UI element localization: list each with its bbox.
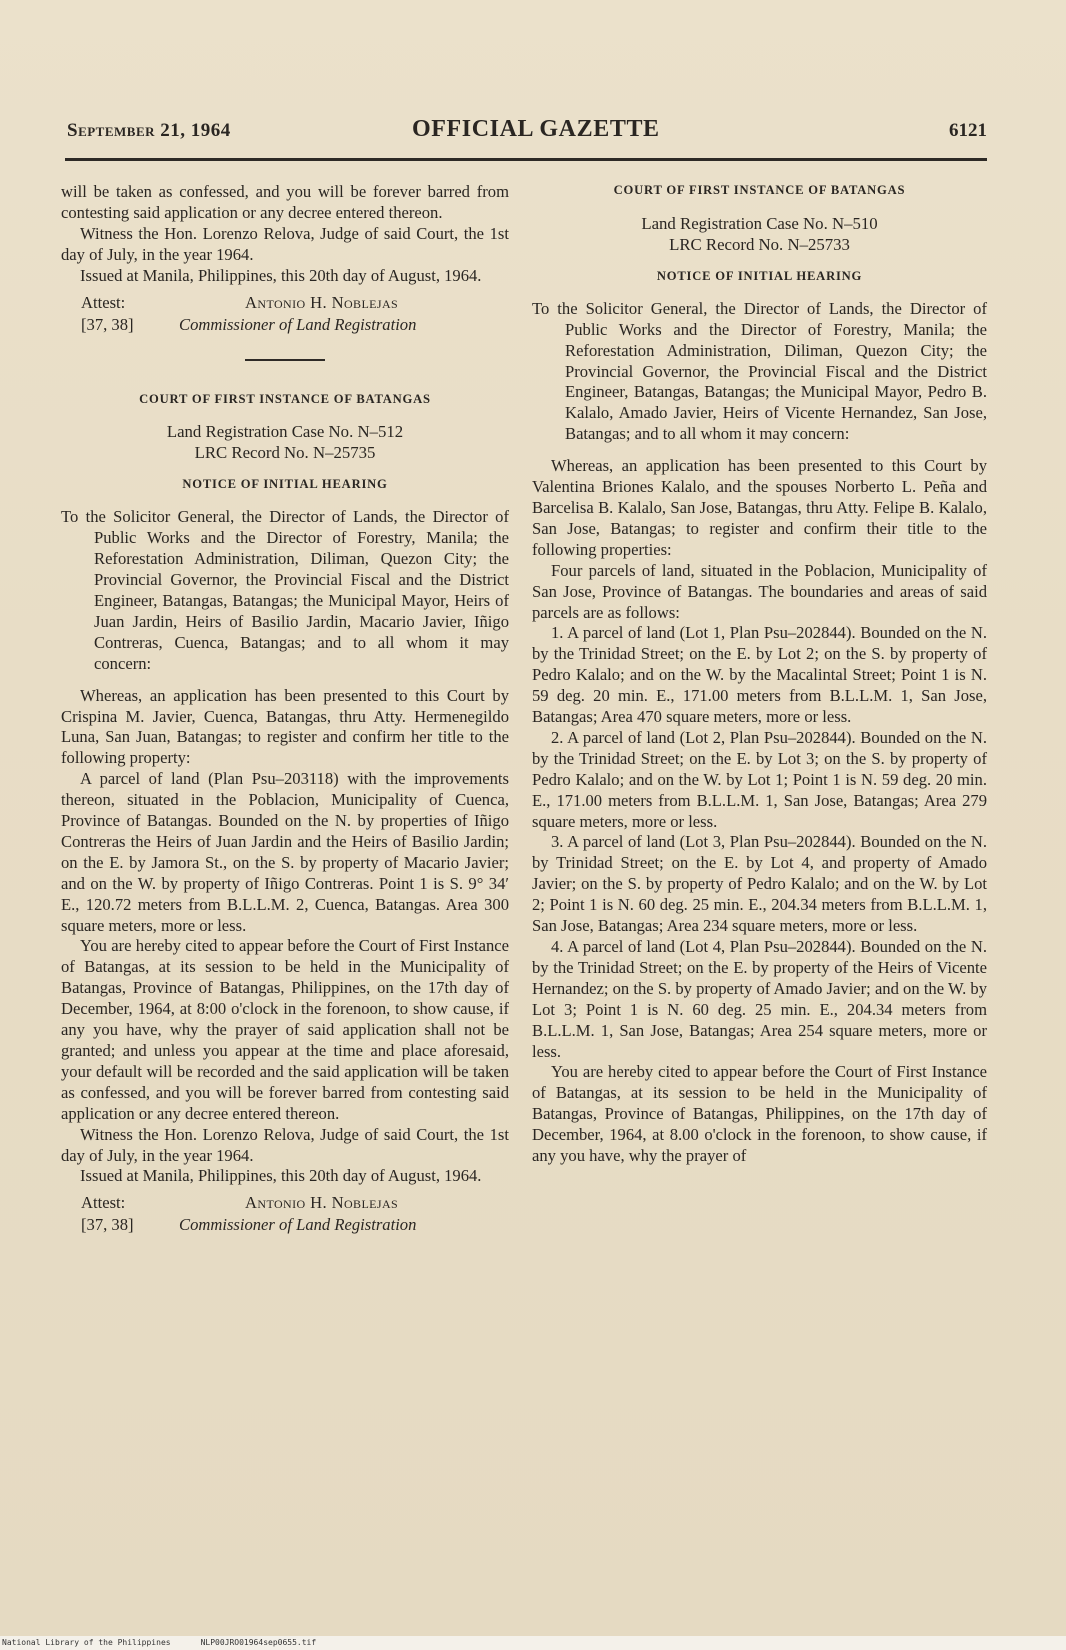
page-header: [67, 116, 987, 152]
paragraph: will be taken as confessed, and you will be forever barred from contesting said application or any decree entered thereon.: [61, 182, 509, 222]
publication-title: OFFICIAL GAZETTE: [412, 116, 660, 142]
left-column: [61, 182, 509, 1237]
attest-reference: [37, 38]: [81, 314, 134, 334]
attestation-block: [61, 293, 509, 337]
attest-signatory: Antonio H. Noblejas: [245, 292, 399, 312]
paragraph: Issued at Manila, Philippines, this 20th day of August, 1964.: [80, 1166, 482, 1186]
notice-heading: NOTICE OF INITIAL HEARING: [656, 268, 863, 283]
scan-footer: [0, 1636, 1066, 1650]
attest-title: Commissioner of Land Registration: [179, 314, 417, 334]
attest-title: Commissioner of Land Registration: [179, 1215, 417, 1235]
section-separator: [245, 359, 325, 361]
paragraph: A parcel of land (Plan Psu–203118) with the improvements thereon, situated in the Poblacion, Municipality of Cuenca, Province of Batangas. Bounded on the N. by properties of Iñigo Contreras the Heirs of Juan Jardin and the Heirs of Basilio Jardin; on the E. by Jamora St., on the S. by property of Macario Javier; and on the W. by property of Iñigo Contreras. Point 1 is S. 9° 34′ E., 120.72 meters from B.L.L.M. 2, Cuenca, Batangas. Area 300 square meters, more or less.: [61, 769, 509, 935]
court-heading: COURT OF FIRST INSTANCE OF BATANGAS: [613, 183, 906, 197]
paragraph: You are hereby cited to appear before the Court of First Instance of Batangas, at its session to be held in the Municipality of Batangas, Province of Batangas, Philippines, on the 17th day of December, 1964, at 8.00 o'clock in the forenoon, to show cause, if any you have, why the prayer of: [532, 1062, 987, 1166]
attest-label: Attest:: [81, 1193, 126, 1213]
paragraph: Witness the Hon. Lorenzo Relova, Judge of said Court, the 1st day of July, in the year 1964.: [61, 1124, 509, 1165]
paragraph: You are hereby cited to appear before the Court of First Instance of Batangas, at its session to be held in the Municipality of Batangas, Province of Batangas, Philippines, on the 17th day of December, 1964, at 8:00 o'clock in the forenoon, to show cause, if any you have, why the prayer of said application shall not be granted; and unless you appear at the time and place aforesaid, your default will be recorded and the said application will be taken as confessed, and you will be forever barred from contesting said application or any decree entered thereon.: [61, 936, 509, 1123]
attest-label: Attest:: [81, 292, 126, 312]
right-column: [532, 180, 987, 1167]
paragraph: Four parcels of land, situated in the Poblacion, Municipality of San Jose, Province of Batangas. The boundaries and areas of said parcels are as follows:: [532, 560, 987, 622]
attest-reference: [37, 38]: [81, 1215, 134, 1235]
parcel-paragraph: 4. A parcel of land (Lot 4, Plan Psu–202844). Bounded on the N. by the Trinidad Street; on the E. by property of the Heirs of Vicente Hernandez; on the S. by property of Amado Javier; and on the W. by Lot 3; Point 1 is N. 60 deg. 25 min. E., 204.34 meters from B.L.L.M. 1, San Jose, Batangas; Area 254 square meters, more or less.: [532, 937, 987, 1061]
page-number: 6121: [949, 120, 987, 141]
addressee-paragraph: To the Solicitor General, the Director of Lands, the Director of Public Works and the Director of Forestry, Manila; the Reforestation Administration, Diliman, Quezon City; the Provincial Governor, the Provincial Fiscal and the District Engineer, Batangas, Batangas; the Municipal Mayor, Pedro B. Kalalo, Amado Javier, Heirs of Vicente Hernandez, San Jose, Batangas; and to all whom it may concern:: [532, 298, 987, 444]
header-rule: [65, 158, 987, 161]
attestation-block: [61, 1193, 509, 1237]
record-number: LRC Record No. N–25735: [194, 443, 376, 463]
paragraph: Whereas, an application has been presented to this Court by Crispina M. Javier, Cuenca, Batangas, thru Atty. Hermenegildo Luna, San Juan, Batangas; to register and confirm her title to the following property:: [61, 685, 509, 768]
addressee-paragraph: To the Solicitor General, the Director of Lands, the Director of Public Works and the Director of Forestry, Manila; the Reforestation Administration, Diliman, Quezon City; the Provincial Governor, the Provincial Fiscal and the District Engineer, Batangas, Batangas; the Municipal Mayor, Heirs of Juan Jardin, Heirs of Basilio Jardin, Macario Javier, Iñigo Contreras, Cuenca, Batangas; and to all whom it may concern:: [61, 507, 509, 673]
footer-file: NLP00JRO01964sep0655.tif: [200, 1638, 317, 1647]
parcel-paragraph: 1. A parcel of land (Lot 1, Plan Psu–202844). Bounded on the N. by the Trinidad Street; on the E. by Lot 2; on the S. by property of Pedro Kalalo; and on the W. by the Macalintal Street; Point 1 is N. 59 deg. 20 min. E., 171.00 meters from B.L.L.M. 1, San Jose, Batangas; Area 470 square meters, more or less.: [532, 623, 987, 727]
case-number: Land Registration Case No. N–510: [641, 213, 878, 233]
parcel-paragraph: 3. A parcel of land (Lot 3, Plan Psu–202844). Bounded on the N. by Trinidad Street; on the E. by Lot 4, and property of Amado Javier; on the S. by property of Pedro Kalalo; and on the W. by Lot 2; Point 1 is N. 60 deg. 25 min. E., 204.34 meters from B.L.L.M. 1, San Jose, Batangas; Area 234 square meters, more or less.: [532, 832, 987, 936]
record-number: LRC Record No. N–25733: [669, 234, 850, 254]
parcel-paragraph: 2. A parcel of land (Lot 2, Plan Psu–202844). Bounded on the N. by the Trinidad Street; on the E. by Lot 3; on the S. by property of Pedro Kalalo; and on the W. by Lot 1; Point 1 is N. 59 deg. 20 min. E., 171.00 meters from B.L.L.M. 1, San Jose, Batangas; Area 279 square meters, more or less.: [532, 727, 987, 831]
paragraph: Issued at Manila, Philippines, this 20th day of August, 1964.: [80, 265, 482, 285]
paragraph: Witness the Hon. Lorenzo Relova, Judge of said Court, the 1st day of July, in the year 1964.: [61, 223, 509, 264]
case-number: Land Registration Case No. N–512: [166, 422, 404, 442]
footer-source: National Library of the Philippines: [2, 1638, 171, 1647]
issue-date: September 21, 1964: [67, 120, 231, 141]
notice-heading: NOTICE OF INITIAL HEARING: [182, 477, 388, 492]
paragraph: Whereas, an application has been presented to this Court by Valentina Briones Kalalo, and the spouses Norberto L. Peña and Barcelisa B. Kalalo, San Jose, Batangas, thru Atty. Felipe B. Kalalo, San Jose, Batangas; to register and confirm their title to the following properties:: [532, 456, 987, 559]
attest-signatory: Antonio H. Noblejas: [245, 1193, 399, 1213]
court-heading: COURT OF FIRST INSTANCE OF BATANGAS: [139, 391, 431, 406]
